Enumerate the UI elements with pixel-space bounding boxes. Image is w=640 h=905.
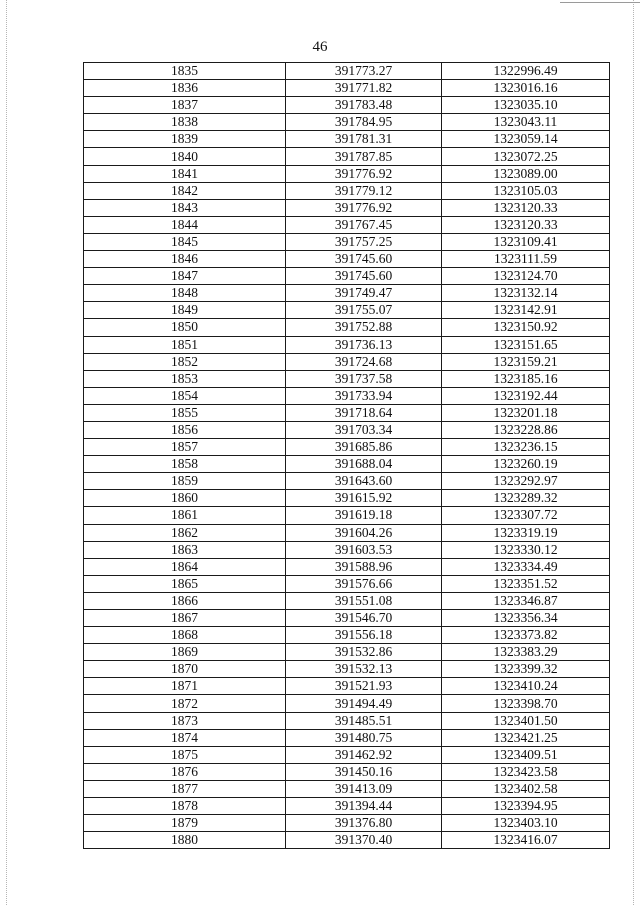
x-coordinate-cell: 391685.86 bbox=[286, 439, 442, 456]
x-coordinate-cell: 391724.68 bbox=[286, 353, 442, 370]
table-row bbox=[84, 148, 610, 165]
y-coordinate-cell: 1323260.19 bbox=[442, 456, 610, 473]
x-coordinate-cell: 391776.92 bbox=[286, 199, 442, 216]
y-coordinate-cell: 1323124.70 bbox=[442, 268, 610, 285]
table-row bbox=[84, 268, 610, 285]
y-coordinate-cell: 1323236.15 bbox=[442, 439, 610, 456]
x-coordinate-cell: 391781.31 bbox=[286, 131, 442, 148]
x-coordinate-cell: 391737.58 bbox=[286, 370, 442, 387]
x-coordinate-cell: 391736.13 bbox=[286, 336, 442, 353]
y-coordinate-cell: 1323132.14 bbox=[442, 285, 610, 302]
x-coordinate-cell: 391413.09 bbox=[286, 780, 442, 797]
point-number-cell: 1835 bbox=[84, 63, 286, 80]
y-coordinate-cell: 1323120.33 bbox=[442, 216, 610, 233]
x-coordinate-cell: 391394.44 bbox=[286, 798, 442, 815]
x-coordinate-cell: 391462.92 bbox=[286, 746, 442, 763]
table-row bbox=[84, 712, 610, 729]
point-number-cell: 1848 bbox=[84, 285, 286, 302]
x-coordinate-cell: 391783.48 bbox=[286, 97, 442, 114]
x-coordinate-cell: 391703.34 bbox=[286, 421, 442, 438]
point-number-cell: 1879 bbox=[84, 815, 286, 832]
y-coordinate-cell: 1323228.86 bbox=[442, 421, 610, 438]
point-number-cell: 1845 bbox=[84, 233, 286, 250]
table-row bbox=[84, 387, 610, 404]
x-coordinate-cell: 391370.40 bbox=[286, 832, 442, 849]
table-row bbox=[84, 541, 610, 558]
table-row bbox=[84, 592, 610, 609]
point-number-cell: 1836 bbox=[84, 80, 286, 97]
x-coordinate-cell: 391619.18 bbox=[286, 507, 442, 524]
x-coordinate-cell: 391784.95 bbox=[286, 114, 442, 131]
point-number-cell: 1851 bbox=[84, 336, 286, 353]
y-coordinate-cell: 1323319.19 bbox=[442, 524, 610, 541]
x-coordinate-cell: 391485.51 bbox=[286, 712, 442, 729]
table-row bbox=[84, 780, 610, 797]
y-coordinate-cell: 1323292.97 bbox=[442, 473, 610, 490]
y-coordinate-cell: 1323059.14 bbox=[442, 131, 610, 148]
x-coordinate-cell: 391749.47 bbox=[286, 285, 442, 302]
table-row bbox=[84, 507, 610, 524]
x-coordinate-cell: 391733.94 bbox=[286, 387, 442, 404]
x-coordinate-cell: 391576.66 bbox=[286, 575, 442, 592]
x-coordinate-cell: 391588.96 bbox=[286, 558, 442, 575]
y-coordinate-cell: 1323043.11 bbox=[442, 114, 610, 131]
point-number-cell: 1867 bbox=[84, 610, 286, 627]
point-number-cell: 1873 bbox=[84, 712, 286, 729]
y-coordinate-cell: 1323185.16 bbox=[442, 370, 610, 387]
point-number-cell: 1880 bbox=[84, 832, 286, 849]
y-coordinate-cell: 1323398.70 bbox=[442, 695, 610, 712]
point-number-cell: 1852 bbox=[84, 353, 286, 370]
y-coordinate-cell: 1323351.52 bbox=[442, 575, 610, 592]
table-row bbox=[84, 165, 610, 182]
point-number-cell: 1855 bbox=[84, 404, 286, 421]
y-coordinate-cell: 1323111.59 bbox=[442, 251, 610, 268]
x-coordinate-cell: 391604.26 bbox=[286, 524, 442, 541]
point-number-cell: 1872 bbox=[84, 695, 286, 712]
x-coordinate-cell: 391771.82 bbox=[286, 80, 442, 97]
x-coordinate-cell: 391745.60 bbox=[286, 251, 442, 268]
table-row bbox=[84, 251, 610, 268]
y-coordinate-cell: 1323403.10 bbox=[442, 815, 610, 832]
scan-edge-left bbox=[6, 0, 7, 905]
point-number-cell: 1840 bbox=[84, 148, 286, 165]
point-number-cell: 1866 bbox=[84, 592, 286, 609]
table-row bbox=[84, 832, 610, 849]
point-number-cell: 1854 bbox=[84, 387, 286, 404]
point-number-cell: 1877 bbox=[84, 780, 286, 797]
y-coordinate-cell: 1323120.33 bbox=[442, 199, 610, 216]
table-row bbox=[84, 421, 610, 438]
table-row bbox=[84, 216, 610, 233]
y-coordinate-cell: 1323423.58 bbox=[442, 763, 610, 780]
x-coordinate-cell: 391779.12 bbox=[286, 182, 442, 199]
x-coordinate-cell: 391521.93 bbox=[286, 678, 442, 695]
table-row bbox=[84, 131, 610, 148]
x-coordinate-cell: 391450.16 bbox=[286, 763, 442, 780]
table-row bbox=[84, 285, 610, 302]
point-number-cell: 1874 bbox=[84, 729, 286, 746]
x-coordinate-cell: 391643.60 bbox=[286, 473, 442, 490]
coordinates-table bbox=[83, 62, 610, 849]
scan-top-rule bbox=[560, 2, 640, 3]
table-row bbox=[84, 473, 610, 490]
scan-edge-right bbox=[633, 0, 634, 905]
y-coordinate-cell: 1323109.41 bbox=[442, 233, 610, 250]
x-coordinate-cell: 391546.70 bbox=[286, 610, 442, 627]
y-coordinate-cell: 1323416.07 bbox=[442, 832, 610, 849]
table-row bbox=[84, 80, 610, 97]
y-coordinate-cell: 1323410.24 bbox=[442, 678, 610, 695]
point-number-cell: 1876 bbox=[84, 763, 286, 780]
point-number-cell: 1859 bbox=[84, 473, 286, 490]
table-row bbox=[84, 678, 610, 695]
table-row bbox=[84, 439, 610, 456]
point-number-cell: 1842 bbox=[84, 182, 286, 199]
x-coordinate-cell: 391376.80 bbox=[286, 815, 442, 832]
table-row bbox=[84, 661, 610, 678]
y-coordinate-cell: 1323421.25 bbox=[442, 729, 610, 746]
table-row bbox=[84, 233, 610, 250]
y-coordinate-cell: 1323399.32 bbox=[442, 661, 610, 678]
y-coordinate-cell: 1323307.72 bbox=[442, 507, 610, 524]
x-coordinate-cell: 391532.86 bbox=[286, 644, 442, 661]
table-row bbox=[84, 729, 610, 746]
point-number-cell: 1860 bbox=[84, 490, 286, 507]
point-number-cell: 1868 bbox=[84, 627, 286, 644]
x-coordinate-cell: 391745.60 bbox=[286, 268, 442, 285]
point-number-cell: 1864 bbox=[84, 558, 286, 575]
x-coordinate-cell: 391688.04 bbox=[286, 456, 442, 473]
y-coordinate-cell: 1322996.49 bbox=[442, 63, 610, 80]
x-coordinate-cell: 391603.53 bbox=[286, 541, 442, 558]
x-coordinate-cell: 391776.92 bbox=[286, 165, 442, 182]
x-coordinate-cell: 391757.25 bbox=[286, 233, 442, 250]
table-row bbox=[84, 353, 610, 370]
point-number-cell: 1856 bbox=[84, 421, 286, 438]
point-number-cell: 1870 bbox=[84, 661, 286, 678]
table-row bbox=[84, 644, 610, 661]
x-coordinate-cell: 391615.92 bbox=[286, 490, 442, 507]
table-row bbox=[84, 763, 610, 780]
y-coordinate-cell: 1323409.51 bbox=[442, 746, 610, 763]
point-number-cell: 1849 bbox=[84, 302, 286, 319]
x-coordinate-cell: 391718.64 bbox=[286, 404, 442, 421]
y-coordinate-cell: 1323201.18 bbox=[442, 404, 610, 421]
y-coordinate-cell: 1323072.25 bbox=[442, 148, 610, 165]
y-coordinate-cell: 1323330.12 bbox=[442, 541, 610, 558]
point-number-cell: 1875 bbox=[84, 746, 286, 763]
table-row bbox=[84, 695, 610, 712]
y-coordinate-cell: 1323346.87 bbox=[442, 592, 610, 609]
y-coordinate-cell: 1323334.49 bbox=[442, 558, 610, 575]
y-coordinate-cell: 1323035.10 bbox=[442, 97, 610, 114]
point-number-cell: 1863 bbox=[84, 541, 286, 558]
table-row bbox=[84, 370, 610, 387]
x-coordinate-cell: 391773.27 bbox=[286, 63, 442, 80]
y-coordinate-cell: 1323089.00 bbox=[442, 165, 610, 182]
y-coordinate-cell: 1323016.16 bbox=[442, 80, 610, 97]
point-number-cell: 1841 bbox=[84, 165, 286, 182]
x-coordinate-cell: 391787.85 bbox=[286, 148, 442, 165]
coordinates-table-body bbox=[84, 63, 610, 849]
table-row bbox=[84, 319, 610, 336]
point-number-cell: 1858 bbox=[84, 456, 286, 473]
table-row bbox=[84, 114, 610, 131]
y-coordinate-cell: 1323402.58 bbox=[442, 780, 610, 797]
y-coordinate-cell: 1323151.65 bbox=[442, 336, 610, 353]
table-row bbox=[84, 558, 610, 575]
y-coordinate-cell: 1323150.92 bbox=[442, 319, 610, 336]
table-row bbox=[84, 575, 610, 592]
y-coordinate-cell: 1323373.82 bbox=[442, 627, 610, 644]
table-row bbox=[84, 404, 610, 421]
table-row bbox=[84, 302, 610, 319]
point-number-cell: 1878 bbox=[84, 798, 286, 815]
point-number-cell: 1853 bbox=[84, 370, 286, 387]
table-row bbox=[84, 627, 610, 644]
point-number-cell: 1844 bbox=[84, 216, 286, 233]
point-number-cell: 1862 bbox=[84, 524, 286, 541]
table-row bbox=[84, 490, 610, 507]
y-coordinate-cell: 1323142.91 bbox=[442, 302, 610, 319]
table-row bbox=[84, 798, 610, 815]
point-number-cell: 1850 bbox=[84, 319, 286, 336]
point-number-cell: 1871 bbox=[84, 678, 286, 695]
x-coordinate-cell: 391556.18 bbox=[286, 627, 442, 644]
x-coordinate-cell: 391494.49 bbox=[286, 695, 442, 712]
table-row bbox=[84, 97, 610, 114]
point-number-cell: 1847 bbox=[84, 268, 286, 285]
point-number-cell: 1865 bbox=[84, 575, 286, 592]
page-number: 46 bbox=[312, 39, 328, 55]
table-row bbox=[84, 456, 610, 473]
y-coordinate-cell: 1323383.29 bbox=[442, 644, 610, 661]
point-number-cell: 1839 bbox=[84, 131, 286, 148]
y-coordinate-cell: 1323401.50 bbox=[442, 712, 610, 729]
point-number-cell: 1861 bbox=[84, 507, 286, 524]
point-number-cell: 1869 bbox=[84, 644, 286, 661]
x-coordinate-cell: 391480.75 bbox=[286, 729, 442, 746]
y-coordinate-cell: 1323105.03 bbox=[442, 182, 610, 199]
x-coordinate-cell: 391767.45 bbox=[286, 216, 442, 233]
point-number-cell: 1846 bbox=[84, 251, 286, 268]
y-coordinate-cell: 1323159.21 bbox=[442, 353, 610, 370]
y-coordinate-cell: 1323192.44 bbox=[442, 387, 610, 404]
point-number-cell: 1857 bbox=[84, 439, 286, 456]
x-coordinate-cell: 391755.07 bbox=[286, 302, 442, 319]
x-coordinate-cell: 391532.13 bbox=[286, 661, 442, 678]
y-coordinate-cell: 1323394.95 bbox=[442, 798, 610, 815]
table-row bbox=[84, 524, 610, 541]
y-coordinate-cell: 1323356.34 bbox=[442, 610, 610, 627]
point-number-cell: 1837 bbox=[84, 97, 286, 114]
y-coordinate-cell: 1323289.32 bbox=[442, 490, 610, 507]
x-coordinate-cell: 391752.88 bbox=[286, 319, 442, 336]
table-row bbox=[84, 199, 610, 216]
table-row bbox=[84, 815, 610, 832]
point-number-cell: 1838 bbox=[84, 114, 286, 131]
table-row bbox=[84, 610, 610, 627]
table-row bbox=[84, 746, 610, 763]
point-number-cell: 1843 bbox=[84, 199, 286, 216]
table-row bbox=[84, 182, 610, 199]
table-row bbox=[84, 336, 610, 353]
table-row bbox=[84, 63, 610, 80]
x-coordinate-cell: 391551.08 bbox=[286, 592, 442, 609]
